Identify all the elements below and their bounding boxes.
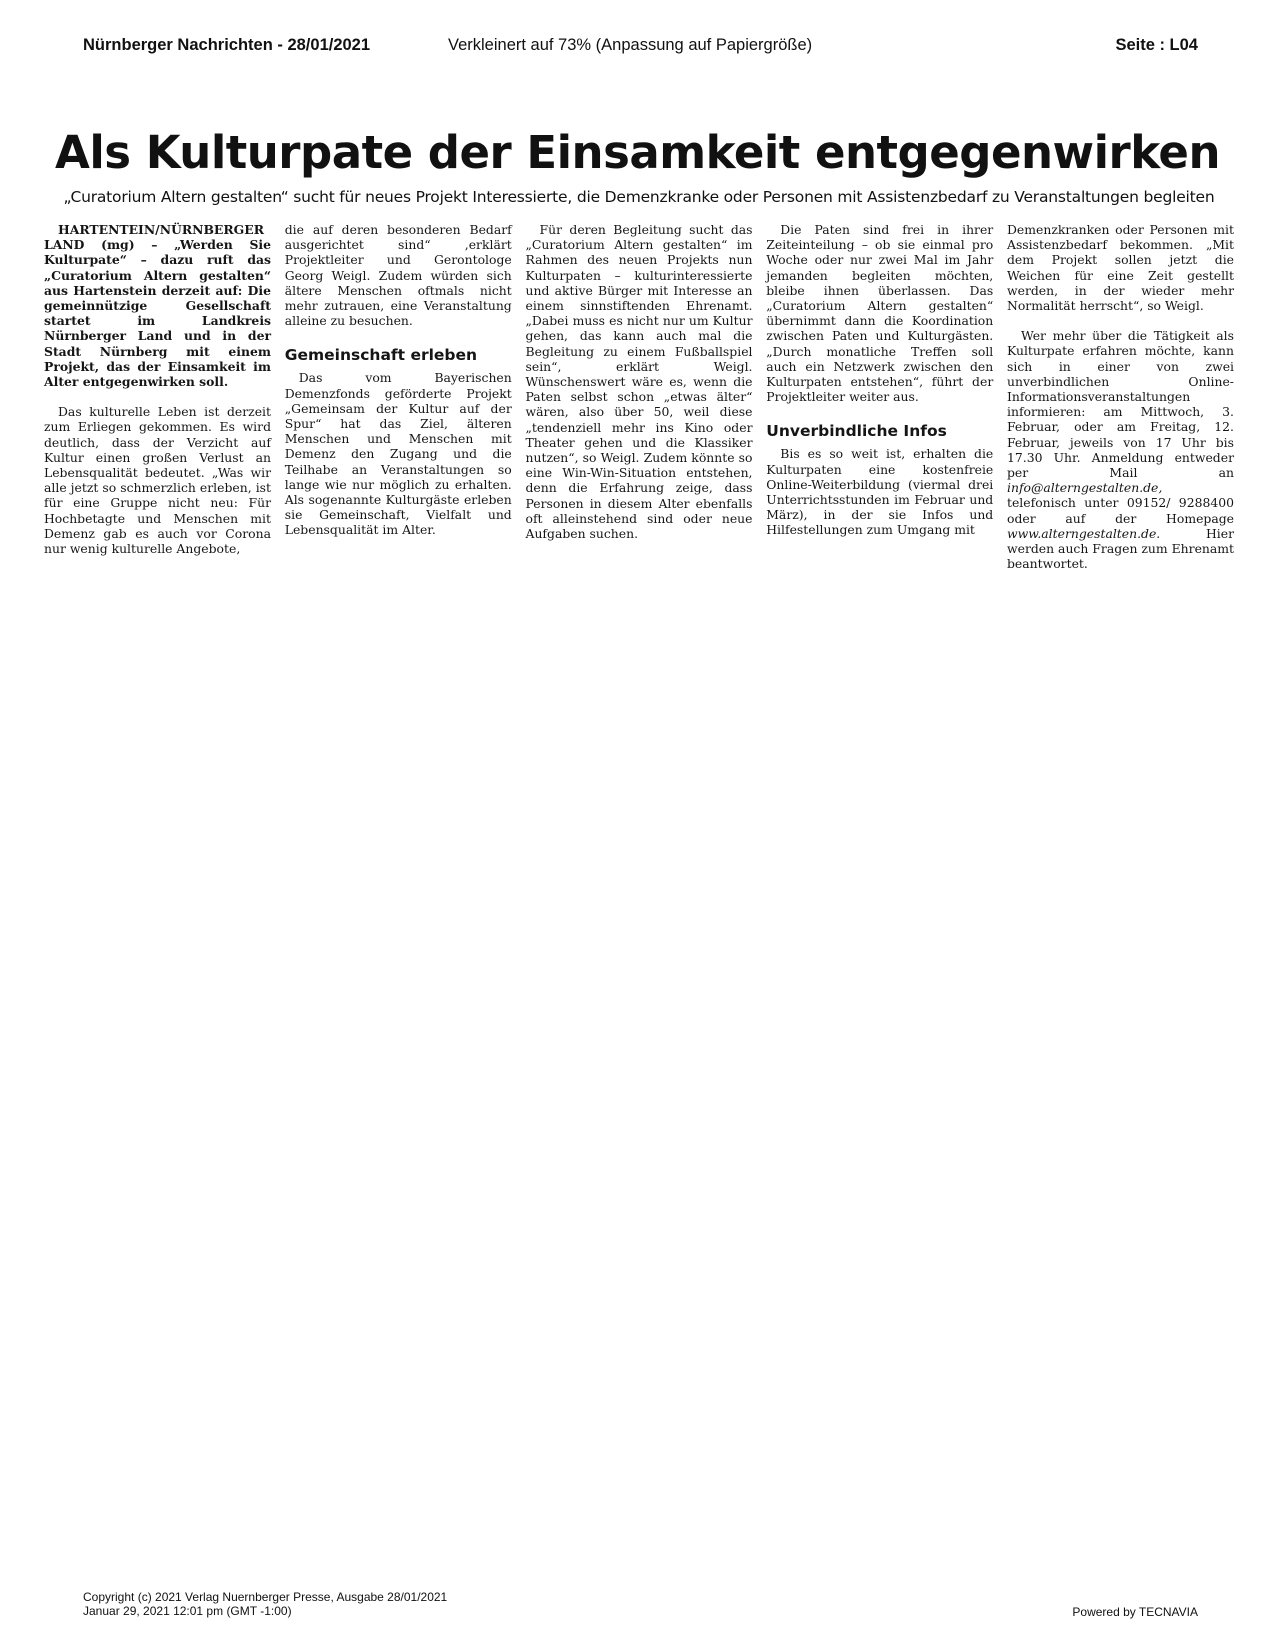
powered-by: Powered by TECNAVIA	[1072, 1605, 1198, 1619]
article-paragraph: Bis es so weit ist, erhalten die Kulturpaten eine kostenfreie Online-Weiterbildung (viermal drei Unterrichtsstunden im Februar und März), in der sie Infos und Hilfestellungen zum Umgang mit	[766, 446, 994, 538]
footer-copyright	[83, 1590, 447, 1618]
website-link[interactable]: www.alterngestalten.de.	[1007, 525, 1161, 541]
article-paragraph: Für deren Begleitung sucht das „Curatorium Altern gestalten“ im Rahmen des neuen Projekts nun Kulturpaten – kulturinteressierte und aktive Bürger mit Interesse an einem sinnstiftenden Ehrenamt. „Dabei muss es nicht nur um Kultur gehen, das kann auch mal die Begleitung zu einem Fußballspiel sein“, erklärt Weigl. Wünschenswert wäre es, wenn die Paten selbst schon „etwas älter“ wären, also über 50, weil diese „tendenziell mehr ins Kino oder Theater gehen und die Klassiker nutzen“, so Weigl. Zudem könnte so eine Win-Win-Situation entstehen, denn die Erfahrung zeige, dass Personen in diesem Alter ebenfalls oft alleinstehend sind oder neue Aufgaben suchen.	[525, 222, 753, 542]
article-paragraph: Das kulturelle Leben ist derzeit zum Erliegen gekommen. Es wird deutlich, dass der Verzicht auf Kultur einen großen Verlust an Lebensqualität bedeutet. „Was wir alle jetzt so schmerzlich erleben, ist für eine Gruppe nicht neu: Für Hochbetagte und Menschen mit Demenz gab es auch vor Corona nur wenig kulturelle Angebote,	[44, 404, 271, 557]
article-column-1	[44, 222, 271, 571]
article-paragraph: Das vom Bayerischen Demenzfonds geförderte Projekt „Gemeinsam der Kultur auf der Spur“ hat das Ziel, älteren Menschen und Menschen mit Demenz den Zugang und die Teilhabe an Veranstaltungen so lange wie nur möglich zu erhalten. Als sogenannte Kulturgäste erleben sie Gemeinschaft, Vielfalt und Lebensqualität im Alter.	[284, 370, 512, 538]
article-body	[44, 222, 1234, 571]
section-heading: Unverbindliche Infos	[766, 422, 947, 441]
paragraph-text: Hier werden auch Fragen zum Ehrenamt beantwortet.	[1007, 525, 1234, 572]
section-heading: Gemeinschaft erleben	[284, 346, 478, 365]
timestamp-text: Januar 29, 2021 12:01 pm (GMT -1:00)	[83, 1604, 292, 1618]
article-paragraph	[1007, 328, 1234, 571]
publication-name: Nürnberger Nachrichten - 28/01/2021	[83, 36, 371, 54]
email-link[interactable]: info@alterngestalten.de,	[1007, 480, 1163, 496]
article-paragraph: Die Paten sind frei in ihrer Zeiteinteilung – ob sie einmal pro Woche oder nur zwei Mal im Jahr jemanden begleiten möchten, bleibe ihnen überlassen. Das „Curatorium Altern gestalten“ übernimmt dann die Koordination zwischen Paten und Kulturgästen. „Durch monatliche Treffen soll auch ein Netzwerk zwischen den Kulturpaten entstehen“, führt der Projektleiter weiter aus.	[766, 222, 994, 405]
paragraph-text: telefonisch unter 09152/ 9288400 oder auf der Homepage	[1007, 495, 1234, 526]
article-subheadline: „Curatorium Altern gestalten“ sucht für neues Projekt Interessierte, die Demenzkranke oder Personen mit Assistenzbedarf zu Veranstaltungen begleiten	[63, 188, 1215, 206]
article-lead: HARTENTEIN/NÜRNBERGER LAND (mg) – „Werden Sie Kulturpate“ – dazu ruft das „Curatorium Altern gestalten“ aus Hartenstein derzeit auf: Die gemeinnützige Gesellschaft startet im Landkreis Nürnberger Land und in der Stadt Nürnberg mit einem Projekt, das der Einsamkeit im Alter entgegenwirken soll.	[44, 222, 271, 390]
scale-note: Verkleinert auf 73% (Anpassung auf Papiergröße)	[448, 36, 813, 54]
copyright-text: Copyright (c) 2021 Verlag Nuernberger Presse, Ausgabe 28/01/2021	[83, 1590, 448, 1604]
article-paragraph: Demenzkranken oder Personen mit Assistenzbedarf bekommen. „Mit dem Projekt sollen jetzt die Weichen für eine Zeit gestellt werden, in der wieder mehr Normalität herrscht“, so Weigl.	[1007, 222, 1234, 314]
article-headline: Als Kulturpate der Einsamkeit entgegenwirken	[55, 126, 1220, 179]
article-column-4	[766, 222, 993, 571]
article-column-2	[285, 222, 512, 571]
article-paragraph: die auf deren besonderen Bedarf ausgerichtet sind“ ,erklärt Projektleiter und Gerontologe Georg Weigl. Zudem würden sich ältere Menschen oftmals nicht mehr zutrauen, eine Veranstaltung alleine zu besuchen.	[284, 222, 512, 329]
article-column-5	[1007, 222, 1234, 571]
paragraph-text: Wer mehr über die Tätigkeit als Kulturpate erfahren möchte, kann sich in einer von zwei unverbindlichen Online-Informationsveranstaltungen informieren: am Mittwoch, 3. Februar, oder am Freitag, 12. Februar, jeweils von 17 Uhr bis 17.30 Uhr. Anmeldung entweder per Mail an	[1007, 328, 1234, 481]
page-number: Seite : L04	[1115, 36, 1198, 54]
article-column-3	[526, 222, 753, 571]
